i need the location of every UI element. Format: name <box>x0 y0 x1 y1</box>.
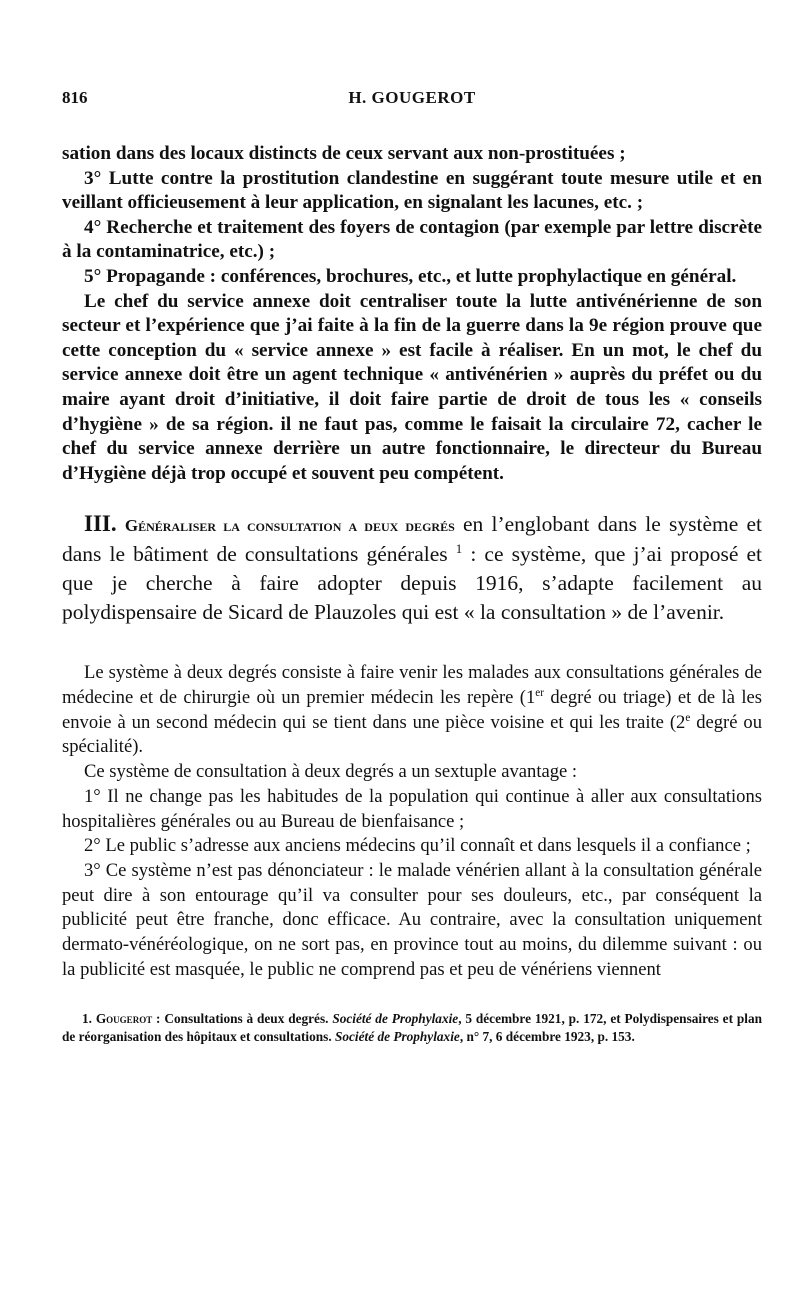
book-page <box>62 88 762 1045</box>
running-head <box>62 88 762 118</box>
section-number: III. <box>84 511 117 537</box>
superscript: e <box>685 711 691 724</box>
section-iii-paragraph <box>62 509 762 627</box>
list-item-5: 5° Propagande : conférences, brochures, etc., et lutte prophylactique en général. <box>84 265 737 287</box>
section-iii <box>62 509 762 627</box>
list-item-1: 1° Il ne change pas les habitudes de la population qui continue à aller aux consultations hospitalières générales ou au Bureau de bienfaisance ; <box>62 785 762 832</box>
text-run: Le système à deux degrés consiste à faire venir les malades aux consultations générales de médecine et de chirurgie où un premier médecin les repère (1 <box>62 662 762 709</box>
footnote-text: , 5 décembre 1921, p. 172, et Polydispensaires et plan de réorganisation des hôpitaux et consultations. <box>62 1011 762 1044</box>
section-text: en l’englobant dans le système et dans le bâtiment de consultations générales <box>62 512 763 567</box>
footnote <box>62 1010 762 1045</box>
footnote-marker: 1. <box>82 1011 92 1027</box>
list-item-3b: 3° Ce système n’est pas dénonciateur : le malade vénérien allant à la consultation générale peut dire à son entourage qu’il va consulter pour ses douleurs, etc., par conséquent la publicité peut être franche, donc efficace. Au contraire, avec la consultation uniquement dermato-vénéréologique, on ne sort pas, en province tout au moins, du dilemme suivant : ou la publicité est masquée, le public ne comprend pas et peu de vénériens viennent <box>62 859 762 980</box>
superscript: er <box>535 686 544 699</box>
body-text <box>62 142 762 486</box>
footnote-reference: 1 <box>455 542 463 557</box>
text-run: degré ou spécialité). <box>62 711 762 758</box>
page-number: 816 <box>62 88 88 107</box>
list-item-4: 4° Recherche et traitement des foyers de contagion (par exemple par lettre discrète à la contaminatrice, etc.) ; <box>62 216 762 263</box>
footnote-text: , n° 7, 6 décembre 1923, p. 153. <box>459 1028 635 1044</box>
text-run: degré ou triage) et de là les envoie à un second médecin qui se tient dans une pièce voisine et qui les traite (2 <box>62 687 763 733</box>
paragraph-service-annexe: Le chef du service annexe doit centraliser toute la lutte antivénérienne de son secteur et l’expérience que j’ai faite à la fin de la guerre dans la 9e région prouve que cette conception du « service annexe » est facile à réaliser. En un mot, le chef du service annexe doit être un agent technique « antivénérien » auprès du préfet ou du maire ayant droit d’initiative, il doit faire partie de droit de tous les « conseils d’hygiène » de sa région. il ne faut pas, comme le faisait la circulaire 72, cacher le chef du service annexe derrière un autre fonctionnaire, le directeur du Bureau d’Hygiène déjà trop occupé et souvent peu compétent. <box>62 290 762 484</box>
footnote-author: Gougerot <box>95 1011 153 1027</box>
footnote-journal: Société de Prophylaxie <box>334 1028 460 1044</box>
section-heading: Généraliser la consultation a deux degrés <box>124 516 455 536</box>
paragraph-continuation: sation dans des locaux distincts de ceux servant aux non-prostituées ; <box>62 143 626 164</box>
footnote-journal: Société de Prophylaxie <box>332 1011 459 1027</box>
body-text-2 <box>62 661 762 982</box>
footnote-text: : Consultations à deux degrés. <box>152 1011 333 1027</box>
footnote-1 <box>62 1010 762 1045</box>
list-item-3: 3° Lutte contre la prostitution clandestine en suggérant toute mesure utile et en veillant officieusement à leur application, en signalant les lacunes, etc. ; <box>62 167 762 214</box>
paragraph-avantage: Ce système de consultation à deux degrés a un sextuple avantage : <box>84 761 578 783</box>
section-text-continued: : ce système, que j’ai proposé et que je cherche à faire adopter depuis 1916, s’adapte facilement au polydispensaire de Sicard de Plauzoles qui est « la consultation » de l’avenir. <box>62 542 763 625</box>
paragraph-systeme <box>62 661 762 760</box>
running-title: H. GOUGEROT <box>348 88 476 107</box>
list-item-2: 2° Le public s’adresse aux anciens médecins qu’il connaît et dans lesquels il a confiance ; <box>84 835 751 857</box>
